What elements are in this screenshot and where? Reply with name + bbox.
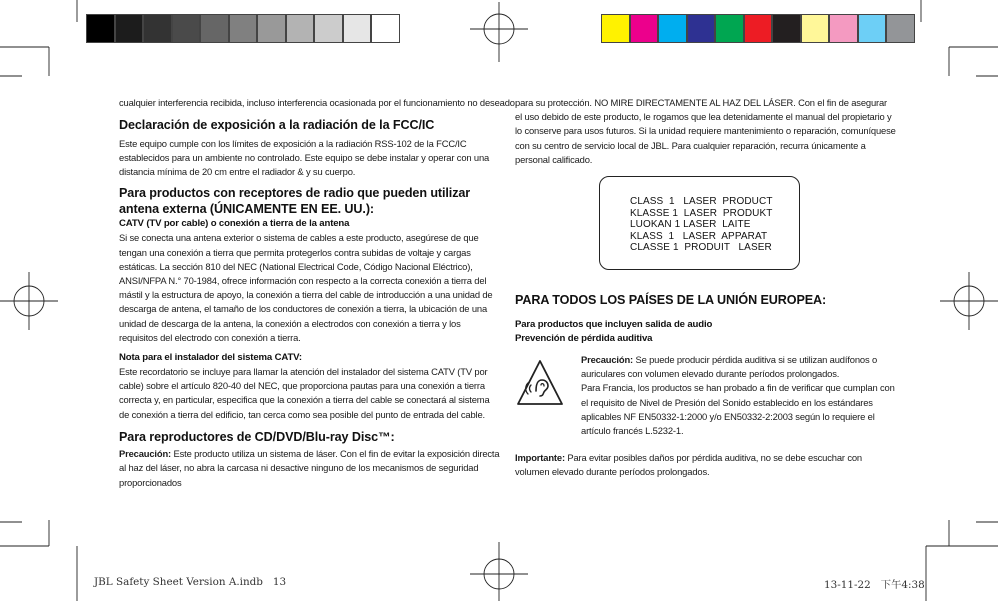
installer-subheading: Nota para el instalador del sistema CATV:: [119, 351, 302, 363]
important-paragraph: [515, 451, 896, 479]
continued-body: para su protección. NO MIRE DIRECTAMENTE AL HAZ DEL LÁSER. Con el fin de asegurar el uso debido de este producto, le rogamos que lea detenidamente el manual del propietario y lo conserve para usos futuros. Si la unidad requiere mantenimiento o reparación, comuníquese con su centro de servicio local de JBL. Para cualquier reparación, recurra únicamente a personal calificado.: [515, 97, 896, 165]
important-label: Importante:: [515, 452, 565, 463]
antenna-heading: Para productos con receptores de radio que pueden utilizar antena externa (ÚNICAMENTE EN EE. UU.):: [119, 186, 471, 216]
important-body: Para evitar posibles daños por pérdida auditiva, no se debe escuchar con volumen elevado durante períodos prolongados.: [515, 452, 862, 478]
caution-paragraph: [119, 447, 500, 490]
laser-class-label: [599, 176, 800, 270]
right-column-top: [515, 96, 896, 167]
registration-mark-icon: [0, 270, 60, 332]
fcc-heading: Declaración de exposición a la radiación de la FCC/IC: [119, 118, 435, 133]
important-block: [515, 451, 896, 479]
cd-heading: Para reproductores de CD/DVD/Blu-ray Disc™:: [119, 429, 395, 444]
caution-body: Este producto utiliza un sistema de láser. Con el fin de evitar la exposición directa al haz del láser, no abra la carcasa ni desactive ninguno de los mecanismos de seguridad proporcionados: [119, 448, 500, 488]
laser-label-line: KLASSE 1 LASER PRODUKT: [630, 207, 773, 219]
fcc-body: Este equipo cumple con los límites de exposición a la radiación RSS-102 de la FCC/IC establecidos para un ambiente no controlado. Este equipo se debe instalar y operar con una distancia mínima de 20 cm entre el radiador & y su cuerpo.: [119, 137, 490, 178]
audio-subheading: Para productos que incluyen salida de audio: [515, 318, 713, 330]
registration-mark-icon: [468, 2, 530, 64]
hearing-caution-paragraph: [581, 353, 896, 381]
france-body: Para Francia, los productos se han probado a fin de verificar que cumplan con el requisito de Nivel de Presión del Sonido establecido en los estándares aplicables NF EN50332-1:2000 y/o EN50332-2:2003 según lo requiere el artículo francés L.5232-1.: [581, 382, 895, 437]
footer-timestamp: 13-11-22 下午4:38: [824, 579, 925, 591]
right-column-eu: [515, 293, 896, 346]
registration-mark-icon: [468, 540, 530, 601]
eu-heading: PARA TODOS LOS PAÍSES DE LA UNIÓN EUROPEA:: [515, 293, 827, 307]
hearing-caution-block: [581, 353, 896, 438]
caution-label: Precaución:: [119, 448, 172, 460]
hearing-caution-label: Precaución:: [581, 354, 634, 365]
catv-body: Si se conecta una antena exterior o sistema de cables a este producto, asegúrese de que tengan una conexión a tierra que permita protegerlos contra subidas de voltaje y cargas estáticas. La sección 810 del NEC (National Electrical Code, Código Nacional Eléctrico), ANSI/NFPA N.° 70-1984, ofrece información con respecto a la correcta conexión a tierra del mástil y la estructura de apoyo, la conexión a tierra del cable de introducción a una unidad de descarga de antena, el tamaño de los conductores de conexión a tierra, la ubicación de una unidad de descarga de la antena, la conexión a electrodos con conexión a tierra y los requisitos del electrodo con conexión a tierra.: [119, 232, 493, 343]
hearing-subheading: Prevención de pérdida auditiva: [515, 332, 653, 344]
catv-subheading: CATV (TV por cable) o conexión a tierra de la antena: [119, 218, 350, 230]
hearing-damage-warning-icon: [515, 358, 565, 408]
intro-line: cualquier interferencia recibida, incluso interferencia ocasionada por el funcionamiento no deseado.: [119, 97, 518, 108]
laser-label-line: KLASS 1 LASER APPARAT: [630, 230, 768, 242]
laser-label-line: CLASS 1 LASER PRODUCT: [630, 196, 773, 207]
laser-label-line: LUOKAN 1 LASER LAITE: [630, 219, 751, 230]
hearing-caution-body: Se puede producir pérdida auditiva si se utilizan audífonos o auriculares con volumen elevado durante períodos prolongados.: [581, 354, 878, 380]
registration-mark-icon: [938, 270, 998, 332]
installer-body: Este recordatorio se incluye para llamar la atención del instalador del sistema CATV (TV por cable) sobre el artículo 820-40 del NEC, que proporciona pautas para una conexión a tierra correcta y, en particular, especifica que la conexión a tierra del cable se conectará al sistema de conexión a tierra del edificio, tan cerca como sea posible del punto de entrada del cable.: [119, 365, 490, 420]
laser-label-line: CLASSE 1 PRODUIT LASER: [630, 242, 772, 253]
footer-file-name: JBL Safety Sheet Version A.indb 13: [94, 576, 287, 588]
left-column: [119, 96, 518, 490]
